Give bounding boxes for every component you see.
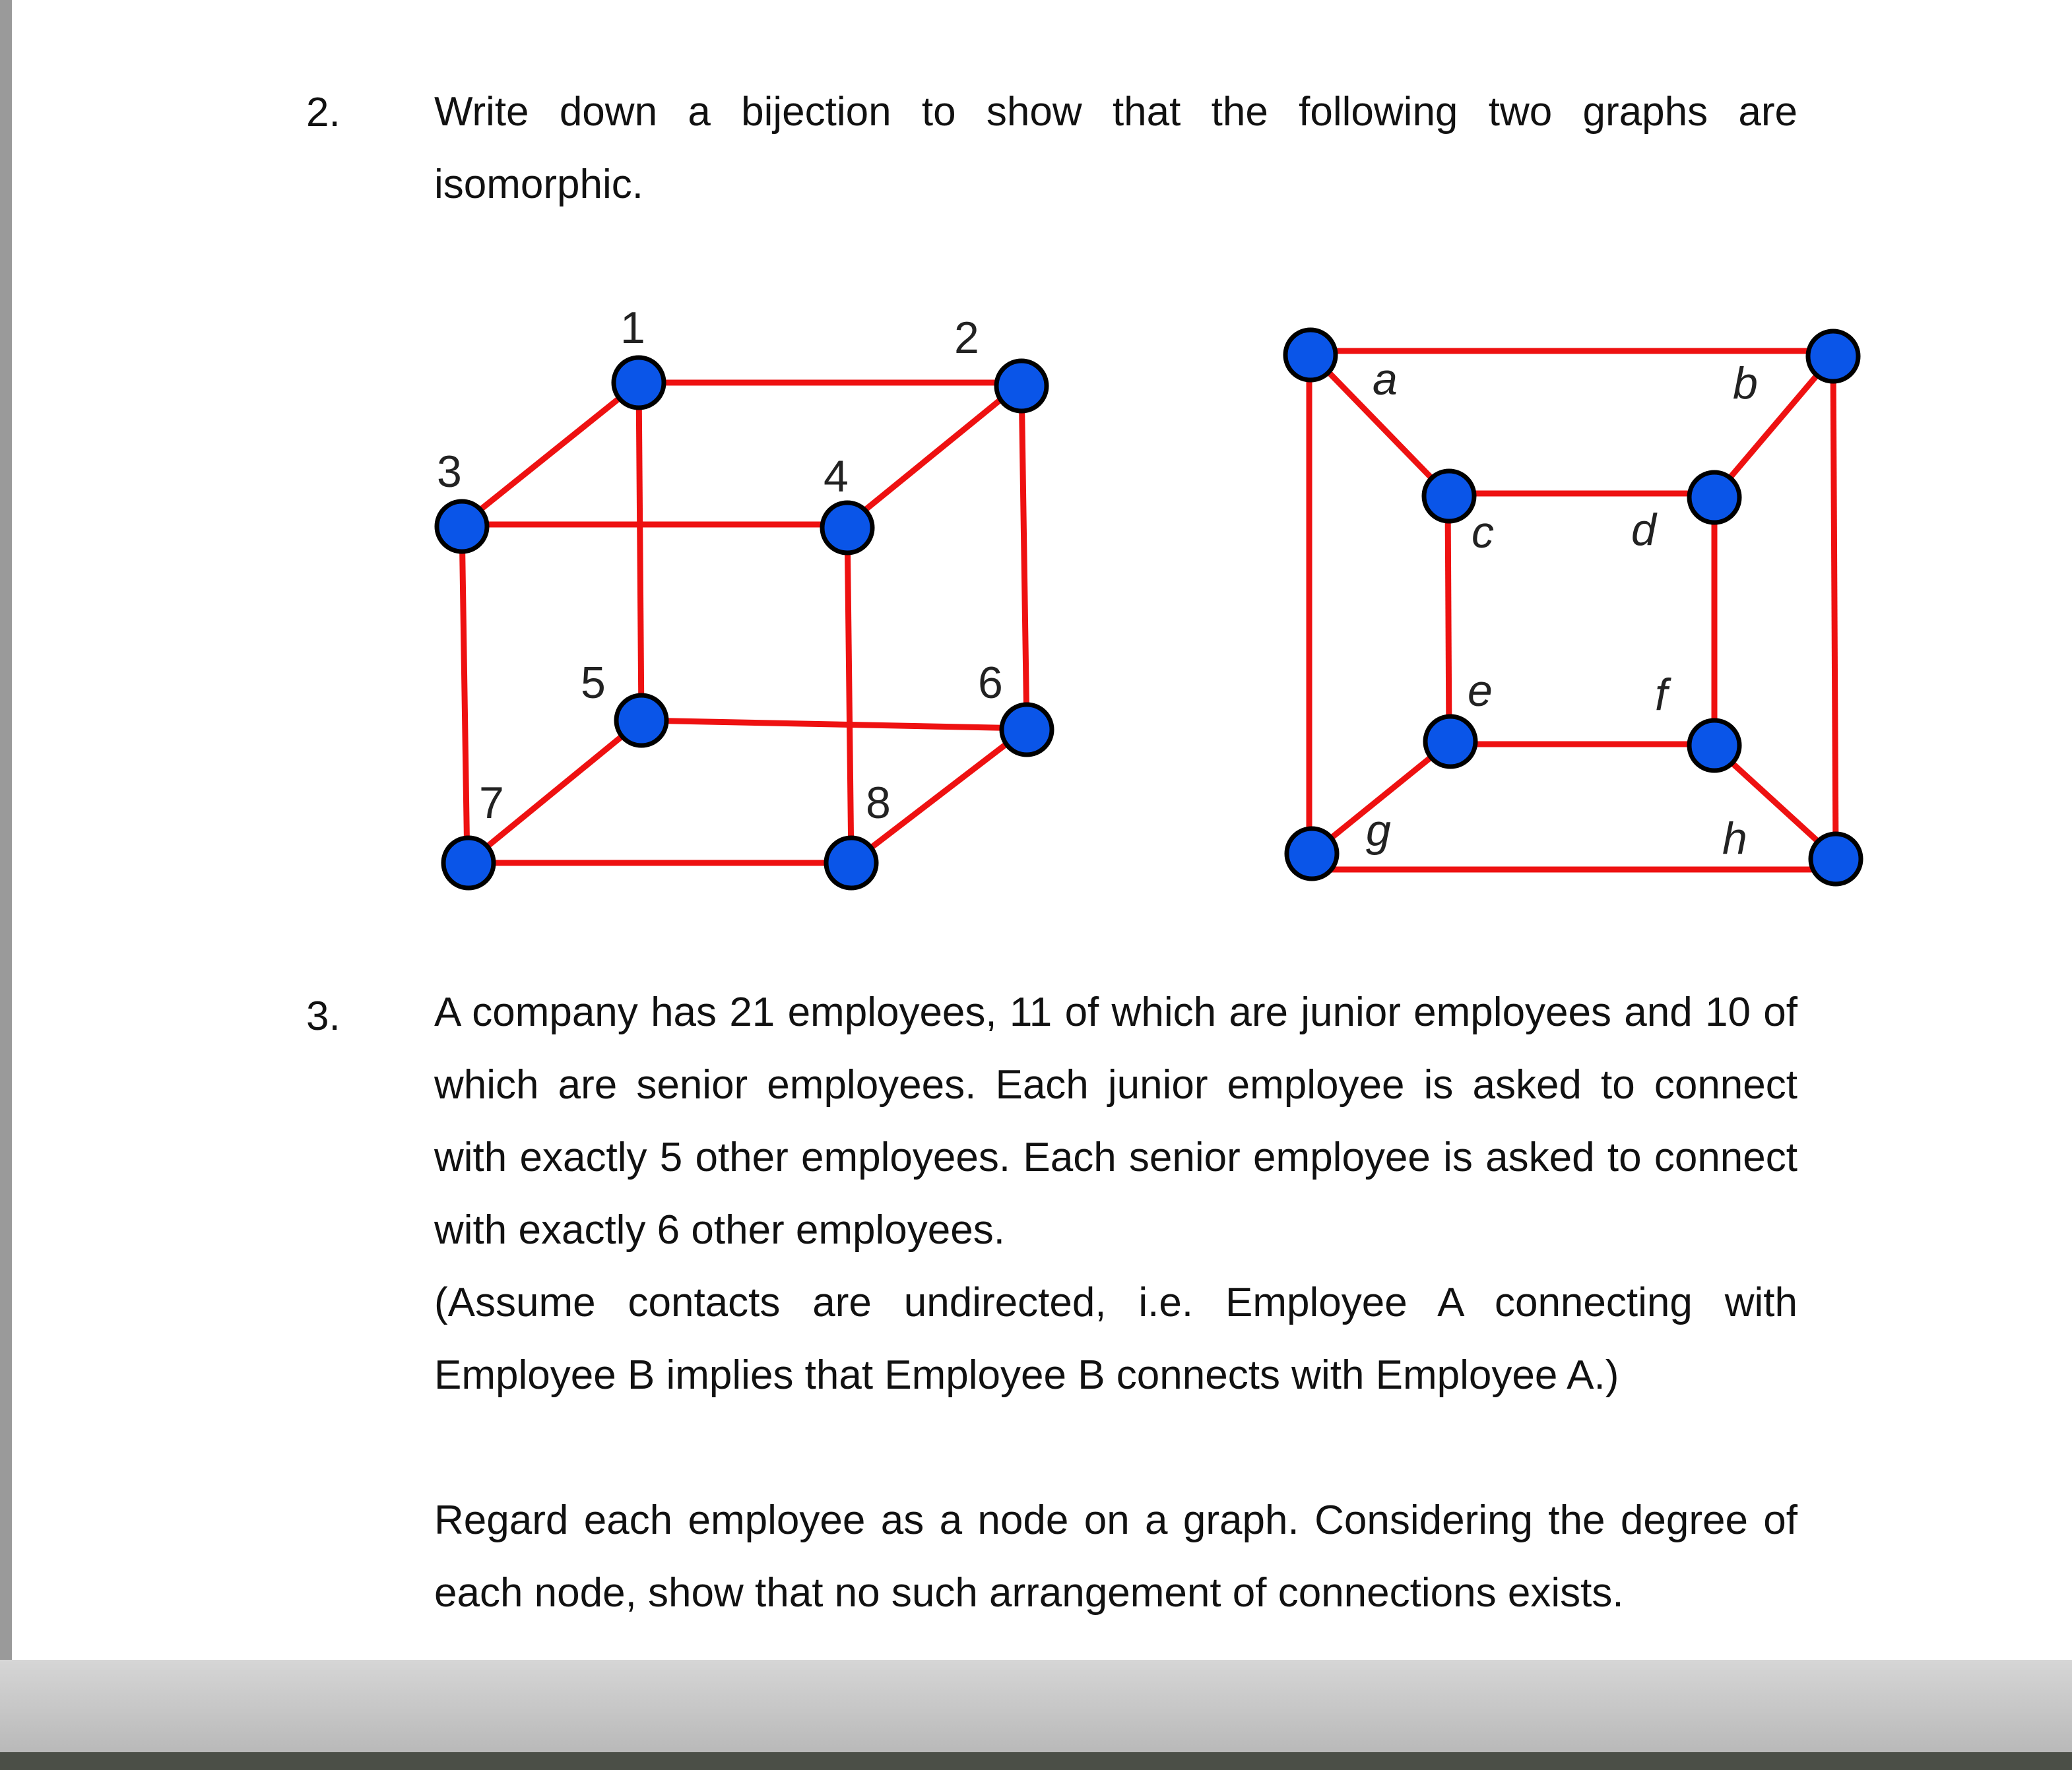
- vertex-label-7: 7: [479, 778, 504, 828]
- edge-b-h: [1833, 356, 1836, 858]
- vertex-g: [1287, 829, 1337, 879]
- edge-c-e: [1448, 496, 1449, 740]
- vertex-h: [1811, 834, 1861, 884]
- vertex-3: [437, 501, 487, 552]
- edge-1-3: [462, 383, 639, 524]
- vertex-label-c: c: [1472, 507, 1494, 557]
- vertex-b: [1808, 331, 1858, 381]
- vertex-label-8: 8: [866, 778, 891, 828]
- vertex-label-h: h: [1722, 813, 1747, 864]
- vertex-label-a: a: [1373, 354, 1398, 404]
- vertex-4: [822, 503, 872, 553]
- vertex-8: [826, 838, 876, 888]
- cube-graph: [437, 303, 1052, 888]
- vertex-2: [996, 361, 1047, 411]
- question-3-paragraph-1: A company has 21 employees, 11 of which are junior employees and 10 of which are senior employees. Each junior employee is asked to connect with exactly 5 other employees. Each senior employee is asked to connect with exactly 6 other employees.: [434, 990, 1797, 1253]
- vertex-6: [1002, 705, 1052, 755]
- vertex-label-4: 4: [824, 451, 849, 501]
- taskbar: [0, 1752, 2072, 1770]
- question-3-paragraph-2: (Assume contacts are undirected, i.e. Employee A connecting with Employee B implies that Employee B connects with Employee A.): [434, 1280, 1797, 1398]
- vertex-a: [1285, 330, 1336, 380]
- vertex-label-g: g: [1366, 806, 1391, 856]
- vertex-label-f: f: [1655, 670, 1667, 720]
- edge-3-7: [462, 524, 467, 863]
- viewer-bottom-area: [0, 1660, 2072, 1752]
- vertex-label-1: 1: [620, 303, 645, 353]
- vertex-e: [1425, 716, 1475, 767]
- vertex-label-5: 5: [581, 658, 606, 708]
- question-3-paragraph-3: Regard each employee as a node on a graph. Considering the degree of each node, show that no such arrangement of connections exists.: [434, 1498, 1797, 1616]
- vertex-c: [1424, 471, 1474, 521]
- question-2-line-1: Write down a bijection to show that the following two graphs are: [434, 89, 1797, 135]
- vertex-1: [614, 358, 664, 408]
- vertex-5: [616, 695, 666, 745]
- nested-square-graph: [1285, 330, 1861, 884]
- vertex-label-e: e: [1468, 666, 1493, 716]
- edge-b-d: [1714, 356, 1833, 496]
- edge-2-4: [847, 383, 1021, 524]
- question-3-number: 3.: [306, 994, 340, 1039]
- edge-4-8: [847, 524, 851, 863]
- edge-5-6: [641, 720, 1027, 728]
- vertex-d: [1689, 472, 1739, 522]
- vertex-label-b: b: [1733, 358, 1758, 408]
- edge-1-5: [639, 383, 641, 720]
- vertex-label-d: d: [1631, 505, 1656, 555]
- edge-2-6: [1021, 383, 1027, 728]
- vertex-f: [1689, 720, 1739, 771]
- question-2-number: 2.: [306, 90, 340, 135]
- vertex-label-6: 6: [978, 658, 1003, 708]
- vertex-label-2: 2: [954, 313, 979, 363]
- question-2-line-2: isomorphic.: [434, 162, 643, 207]
- vertex-label-3: 3: [437, 447, 462, 497]
- vertex-7: [443, 838, 494, 888]
